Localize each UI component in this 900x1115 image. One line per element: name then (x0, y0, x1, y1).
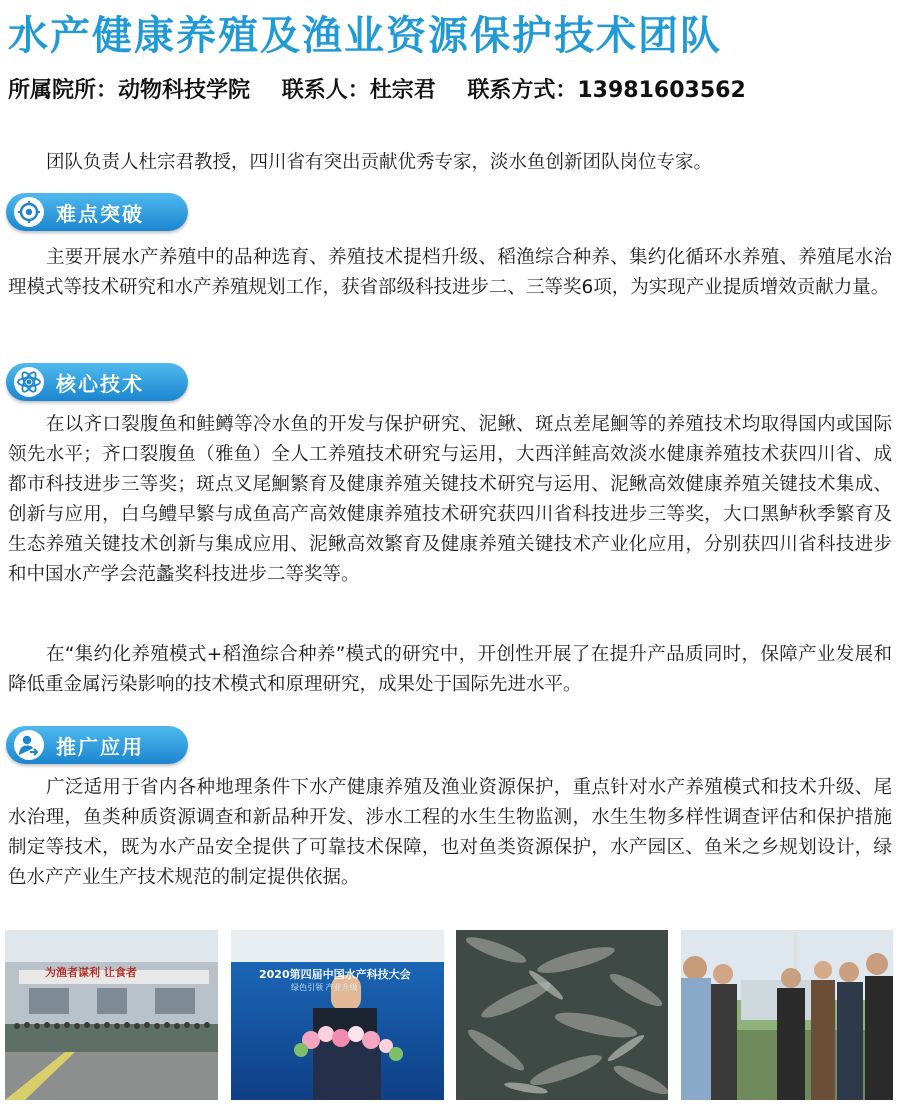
photo-conference-speaker (231, 930, 444, 1100)
contact-info-bar (8, 74, 770, 108)
section-badge-breakthrough (6, 193, 188, 231)
photo-2-sub-text: 绿色引领 产业升级 (291, 983, 358, 992)
section-badge-core-tech (6, 363, 188, 401)
intro-paragraph: 团队负责人杜宗君教授，四川省有突出贡献优秀专家，淡水鱼创新团队岗位专家。 (46, 152, 713, 173)
institute-text: 所属院所：动物科技学院 (8, 78, 251, 103)
page-title: 水产健康养殖及渔业资源保护技术团队 (8, 13, 722, 59)
section-label: 推广应用 (56, 734, 144, 759)
core-tech-paragraph-2: 在“集约化养殖模式+稻渔综合种养”模式的研究中，开创性开展了在提升产品质同时，保障产业发展和降低重金属污染影响的技术模式和原理研究，成果处于国际先进水平。 (8, 644, 892, 695)
target-icon (14, 197, 44, 227)
contact-method-text: 联系方式：13981603562 (467, 78, 746, 103)
photo-group-building (5, 930, 218, 1100)
section-label: 核心技术 (56, 371, 144, 396)
section-badge-application (6, 726, 188, 764)
photo-field-visit (681, 930, 893, 1100)
photo-strip (0, 930, 900, 1100)
section-label: 难点突破 (56, 201, 144, 226)
breakthrough-paragraph: 主要开展水产养殖中的品种选育、养殖技术提档升级、稻渔综合种养、集约化循环水养殖、养殖尾水治理模式等技术研究和水产养殖规划工作，获省部级科技进步二、三等奖6项，为实现产业提质增效贡献力量。 (8, 247, 892, 298)
atom-icon (14, 367, 44, 397)
application-paragraph: 广泛适用于省内各种地理条件下水产健康养殖及渔业资源保护，重点针对水产养殖模式和技术升级、尾水治理，鱼类种质资源调查和新品种开发、涉水工程的水生生物监测，水生生物多样性调查评估和保护措施制定等技术，既为水产品安全提供了可靠技术保障，也对鱼类资源保护，水产园区、鱼米之乡规划设计，绿色水产产业生产技术规范的制定提供依据。 (8, 777, 892, 888)
photo-2-banner-text: 2020第四届中国水产科技大会 (259, 968, 411, 981)
core-tech-paragraph-1: 在以齐口裂腹鱼和鲑鳟等冷水鱼的开发与保护研究、泥鳅、斑点差尾鮰等的养殖技术均取得国内或国际领先水平；齐口裂腹鱼（雅鱼）全人工养殖技术研究与运用，大西洋鲑高效淡水健康养殖技术获四川省、成都市科技进步三等奖；斑点叉尾鮰繁育及健康养殖关键技术研究与运用、泥鳅高效健康养殖关键技术集成、创新与应用，白乌鳢早繁与成鱼高产高效健康养殖技术研究获四川省科技进步三等奖，大口黑鲈秋季繁育及生态养殖关键技术创新与集成应用、泥鳅高效繁育及健康养殖关键技术产业化应用，分别获四川省科技进步和中国水产学会范蠡奖科技进步二等奖等。 (8, 414, 892, 585)
user-share-icon (14, 730, 44, 760)
photo-fish-tank (456, 930, 668, 1100)
contact-person-text: 联系人：杜宗君 (281, 78, 436, 103)
photo-1-banner-text: 为渔者谋利 让食者 (45, 966, 137, 979)
bottom-margin (0, 1102, 900, 1115)
